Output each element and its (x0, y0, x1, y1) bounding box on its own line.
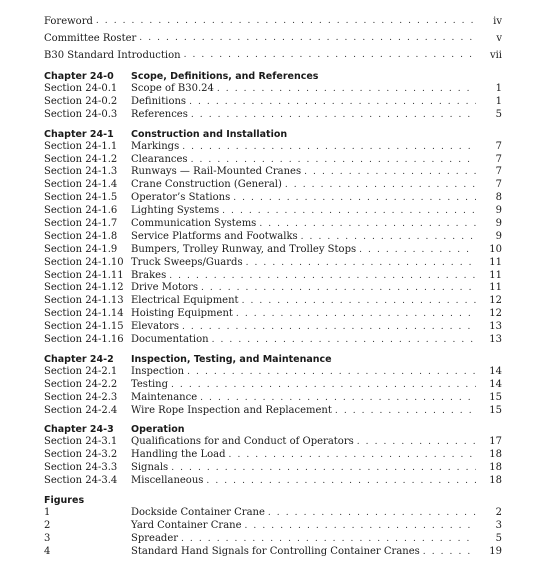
chapter-title: Construction and Installation (131, 128, 288, 140)
entry-title: Miscellaneous (131, 475, 204, 487)
dot-leader (268, 507, 476, 520)
dot-leader (357, 436, 476, 449)
entry-title-leader (44, 30, 476, 47)
entry-number: Section 24-0.1 (44, 83, 118, 94)
entry-page-number: 13 (489, 321, 502, 333)
entry-title: Markings (131, 140, 180, 152)
entry-title: Bumpers, Trolley Runway, and Trolley Stops (131, 243, 357, 255)
entry-title: B30 Standard Introduction (44, 50, 181, 61)
dot-leader (171, 379, 476, 392)
section-entry[interactable] (44, 462, 502, 475)
entry-title: Operator’s Stations (131, 192, 231, 204)
chapter-heading[interactable] (44, 423, 502, 436)
entry-title: Runways — Rail-Mounted Cranes (131, 166, 302, 178)
section-entry[interactable] (44, 321, 502, 334)
section-entry[interactable] (44, 366, 502, 379)
section-entry[interactable] (44, 154, 502, 167)
section-entry[interactable] (44, 405, 502, 418)
entry-title-leader (131, 295, 476, 308)
entry-page-number: 7 (495, 153, 502, 165)
front-matter-entry[interactable] (44, 30, 502, 47)
entry-title-leader (131, 520, 476, 533)
entry-page-number: 1 (495, 83, 502, 94)
entry-number: Section 24-2.2 (44, 378, 118, 390)
dot-leader (171, 462, 476, 475)
figure-entry[interactable] (44, 546, 502, 559)
dot-leader (423, 546, 476, 559)
dot-leader (191, 109, 476, 122)
entry-title-leader (131, 366, 476, 379)
entry-page-number: 17 (489, 436, 502, 448)
entry-page-number: 7 (495, 166, 502, 178)
entry-title: Communication Systems (131, 218, 257, 230)
entry-title-leader (131, 270, 476, 283)
chapter-label: Chapter 24-0 (44, 71, 114, 82)
entry-page-number: 7 (495, 140, 502, 152)
chapter-label: Chapter 24-3 (44, 424, 114, 436)
section-entry[interactable] (44, 231, 502, 244)
entry-number: Section 24-2.4 (44, 404, 118, 416)
section-entry[interactable] (44, 192, 502, 205)
entry-page-number: iv (493, 16, 502, 27)
entry-title-leader (131, 507, 476, 520)
entry-page-number: 5 (495, 108, 502, 120)
entry-number: 1 (44, 507, 51, 519)
section-entry[interactable] (44, 392, 502, 405)
entry-title: Definitions (131, 95, 187, 107)
entry-title-leader (131, 231, 476, 244)
section-entry[interactable] (44, 109, 502, 122)
entry-number: Section 24-1.6 (44, 205, 118, 217)
chapter-label: Chapter 24-2 (44, 353, 114, 365)
dot-leader (245, 520, 476, 533)
entry-title-leader (131, 462, 476, 475)
entry-title-leader (131, 533, 476, 546)
dot-leader (182, 321, 476, 334)
section-entry[interactable] (44, 244, 502, 257)
dot-leader (181, 533, 476, 546)
entry-number: Section 24-0.3 (44, 108, 118, 120)
entry-page-number: 18 (489, 462, 502, 474)
entry-title: Handling the Load (131, 449, 226, 461)
entry-title: Drive Motors (131, 282, 198, 294)
entry-title-leader (131, 192, 476, 205)
entry-title-leader (131, 308, 476, 321)
entry-page-number: v (496, 33, 502, 44)
entry-number: 3 (44, 532, 51, 544)
dot-leader (169, 270, 476, 283)
entry-title-leader (131, 282, 476, 295)
section-entry[interactable] (44, 166, 502, 179)
entry-page-number: 2 (495, 507, 502, 519)
entry-title: Inspection (131, 365, 185, 377)
entry-page-number: 14 (489, 365, 502, 377)
entry-title-leader (131, 154, 476, 167)
table-of-contents (44, 13, 502, 559)
dot-leader (206, 475, 476, 488)
front-matter-list (44, 13, 502, 64)
chapter-title: Scope, Definitions, and References (131, 71, 319, 82)
entry-title-leader (131, 166, 476, 179)
section-entry[interactable] (44, 475, 502, 488)
section-entry[interactable] (44, 218, 502, 231)
dot-leader (139, 30, 476, 47)
dot-leader (246, 257, 476, 270)
entry-title-leader (131, 334, 476, 347)
dot-leader (285, 179, 476, 192)
entry-title: Wire Rope Inspection and Replacement (131, 404, 332, 416)
entry-title: Testing (131, 378, 169, 390)
entry-number: Section 24-3.2 (44, 449, 118, 461)
entry-title-leader (131, 405, 476, 418)
entry-page-number: 5 (495, 532, 502, 544)
entry-number: Section 24-1.8 (44, 230, 118, 242)
entry-number: Section 24-2.1 (44, 365, 118, 377)
entry-page-number: 18 (489, 475, 502, 487)
entry-title-leader (131, 392, 476, 405)
chapter-block (44, 353, 502, 418)
entry-title-leader (131, 436, 476, 449)
entry-title: Documentation (131, 334, 209, 346)
section-entry[interactable] (44, 179, 502, 192)
entry-title-leader (131, 379, 476, 392)
entry-number: Section 24-1.10 (44, 256, 124, 268)
entry-number: Section 24-1.1 (44, 140, 118, 152)
entry-title-leader (131, 244, 476, 257)
dot-leader (236, 308, 476, 321)
entry-title: Elevators (131, 321, 179, 333)
entry-number: 4 (44, 545, 51, 557)
chapter-heading[interactable] (44, 353, 502, 366)
dot-leader (242, 295, 476, 308)
dot-leader (359, 244, 476, 257)
entry-title: Yard Container Crane (131, 519, 242, 531)
section-entry[interactable] (44, 449, 502, 462)
entry-page-number: 13 (489, 334, 502, 346)
entry-page-number: 3 (495, 519, 502, 531)
section-entry[interactable] (44, 295, 502, 308)
section-entry[interactable] (44, 436, 502, 449)
dot-leader (200, 392, 476, 405)
section-entry[interactable] (44, 270, 502, 283)
chapter-label: Chapter 24-1 (44, 128, 114, 140)
entry-title: Foreword (44, 16, 93, 27)
entry-title: Committee Roster (44, 33, 137, 44)
entry-title-leader (131, 96, 476, 109)
entry-number: Section 24-1.9 (44, 243, 118, 255)
entry-page-number: 11 (489, 256, 502, 268)
entry-title-leader (131, 546, 476, 559)
entry-page-number: 11 (489, 282, 502, 294)
section-entry[interactable] (44, 379, 502, 392)
entry-page-number: vii (489, 50, 502, 61)
entry-title: Electrical Equipment (131, 295, 239, 307)
section-entry[interactable] (44, 334, 502, 347)
entry-number: 2 (44, 519, 51, 531)
entry-title: Crane Construction (General) (131, 179, 282, 191)
chapter-block (44, 128, 502, 347)
entry-page-number: 12 (489, 308, 502, 320)
entry-title-leader (131, 449, 476, 462)
dot-leader (217, 83, 476, 96)
entry-page-number: 8 (495, 192, 502, 204)
dot-leader (335, 405, 476, 418)
entry-page-number: 14 (489, 378, 502, 390)
entry-page-number: 10 (489, 243, 502, 255)
entry-number: Section 24-1.13 (44, 295, 124, 307)
entry-page-number: 7 (495, 179, 502, 191)
chapter-block (44, 423, 502, 488)
chapter-heading[interactable] (44, 70, 502, 83)
dot-leader (304, 166, 476, 179)
entry-title-leader (131, 475, 476, 488)
entry-title: Signals (131, 462, 169, 474)
entry-number: Section 24-1.16 (44, 334, 124, 346)
entry-number: Section 24-0.2 (44, 95, 118, 107)
entry-number: Section 24-1.2 (44, 153, 118, 165)
entry-number: Section 24-1.5 (44, 192, 118, 204)
section-entry[interactable] (44, 257, 502, 270)
figure-entry[interactable] (44, 520, 502, 533)
figures-heading (44, 494, 502, 507)
dot-leader (191, 154, 476, 167)
entry-title: Standard Hand Signals for Controlling Container Cranes (131, 545, 420, 557)
chapter-block (44, 70, 502, 122)
dot-leader (201, 282, 476, 295)
entry-title-leader (44, 47, 476, 64)
entry-page-number: 19 (489, 545, 502, 557)
dot-leader (189, 96, 476, 109)
entry-title-leader (131, 141, 476, 154)
chapter-title: Inspection, Testing, and Maintenance (131, 353, 332, 365)
chapter-title: Operation (131, 424, 185, 436)
section-entry[interactable] (44, 205, 502, 218)
entry-title-leader (131, 205, 476, 218)
figure-entry[interactable] (44, 533, 502, 546)
entry-title-leader (131, 218, 476, 231)
entry-number: Section 24-3.1 (44, 436, 118, 448)
dot-leader (184, 47, 476, 64)
dot-leader (301, 231, 476, 244)
entry-page-number: 9 (495, 205, 502, 217)
entry-title: Clearances (131, 153, 188, 165)
dot-leader (212, 334, 476, 347)
front-matter-entry[interactable] (44, 47, 502, 64)
entry-page-number: 9 (495, 218, 502, 230)
entry-title: References (131, 108, 188, 120)
entry-title-leader (131, 83, 476, 96)
figures-block (44, 494, 502, 559)
entry-title: Truck Sweeps/Guards (131, 256, 243, 268)
entry-number: Section 24-1.3 (44, 166, 118, 178)
entry-title-leader (131, 257, 476, 270)
front-matter-entry[interactable] (44, 13, 502, 30)
dot-leader (187, 366, 476, 379)
section-entry[interactable] (44, 96, 502, 109)
dot-leader (259, 218, 476, 231)
entry-title: Lighting Systems (131, 205, 220, 217)
entry-page-number: 15 (489, 391, 502, 403)
entry-title: Spreader (131, 532, 179, 544)
entry-title-leader (131, 321, 476, 334)
entry-page-number: 1 (495, 95, 502, 107)
entry-title-leader (44, 13, 476, 30)
dot-leader (182, 141, 476, 154)
chapter-heading[interactable] (44, 128, 502, 141)
entry-number: Section 24-1.15 (44, 321, 124, 333)
entry-number: Section 24-3.3 (44, 462, 118, 474)
entry-number: Section 24-1.7 (44, 218, 118, 230)
entry-page-number: 15 (489, 404, 502, 416)
figure-entry[interactable] (44, 507, 502, 520)
entry-title-leader (131, 109, 476, 122)
entry-page-number: 11 (489, 269, 502, 281)
entry-title: Dockside Container Crane (131, 507, 265, 519)
section-entry[interactable] (44, 141, 502, 154)
entry-title-leader (131, 179, 476, 192)
dot-leader (233, 192, 476, 205)
dot-leader (222, 205, 476, 218)
dot-leader (96, 13, 476, 30)
figures-heading-text: Figures (44, 495, 85, 507)
entry-title: Hoisting Equipment (131, 308, 233, 320)
entry-title: Brakes (131, 269, 167, 281)
entry-page-number: 12 (489, 295, 502, 307)
entry-number: Section 24-3.4 (44, 475, 118, 487)
entry-title: Maintenance (131, 391, 198, 403)
section-entry[interactable] (44, 83, 502, 96)
entry-title: Scope of B30.24 (131, 83, 214, 94)
entry-number: Section 24-2.3 (44, 391, 118, 403)
entry-title: Service Platforms and Footwalks (131, 230, 298, 242)
section-entry[interactable] (44, 308, 502, 321)
entry-page-number: 18 (489, 449, 502, 461)
entry-number: Section 24-1.4 (44, 179, 118, 191)
section-entry[interactable] (44, 282, 502, 295)
entry-number: Section 24-1.14 (44, 308, 124, 320)
entry-title: Qualifications for and Conduct of Operators (131, 436, 354, 448)
entry-number: Section 24-1.12 (44, 282, 124, 294)
dot-leader (229, 449, 476, 462)
entry-page-number: 9 (495, 230, 502, 242)
entry-number: Section 24-1.11 (44, 269, 124, 281)
